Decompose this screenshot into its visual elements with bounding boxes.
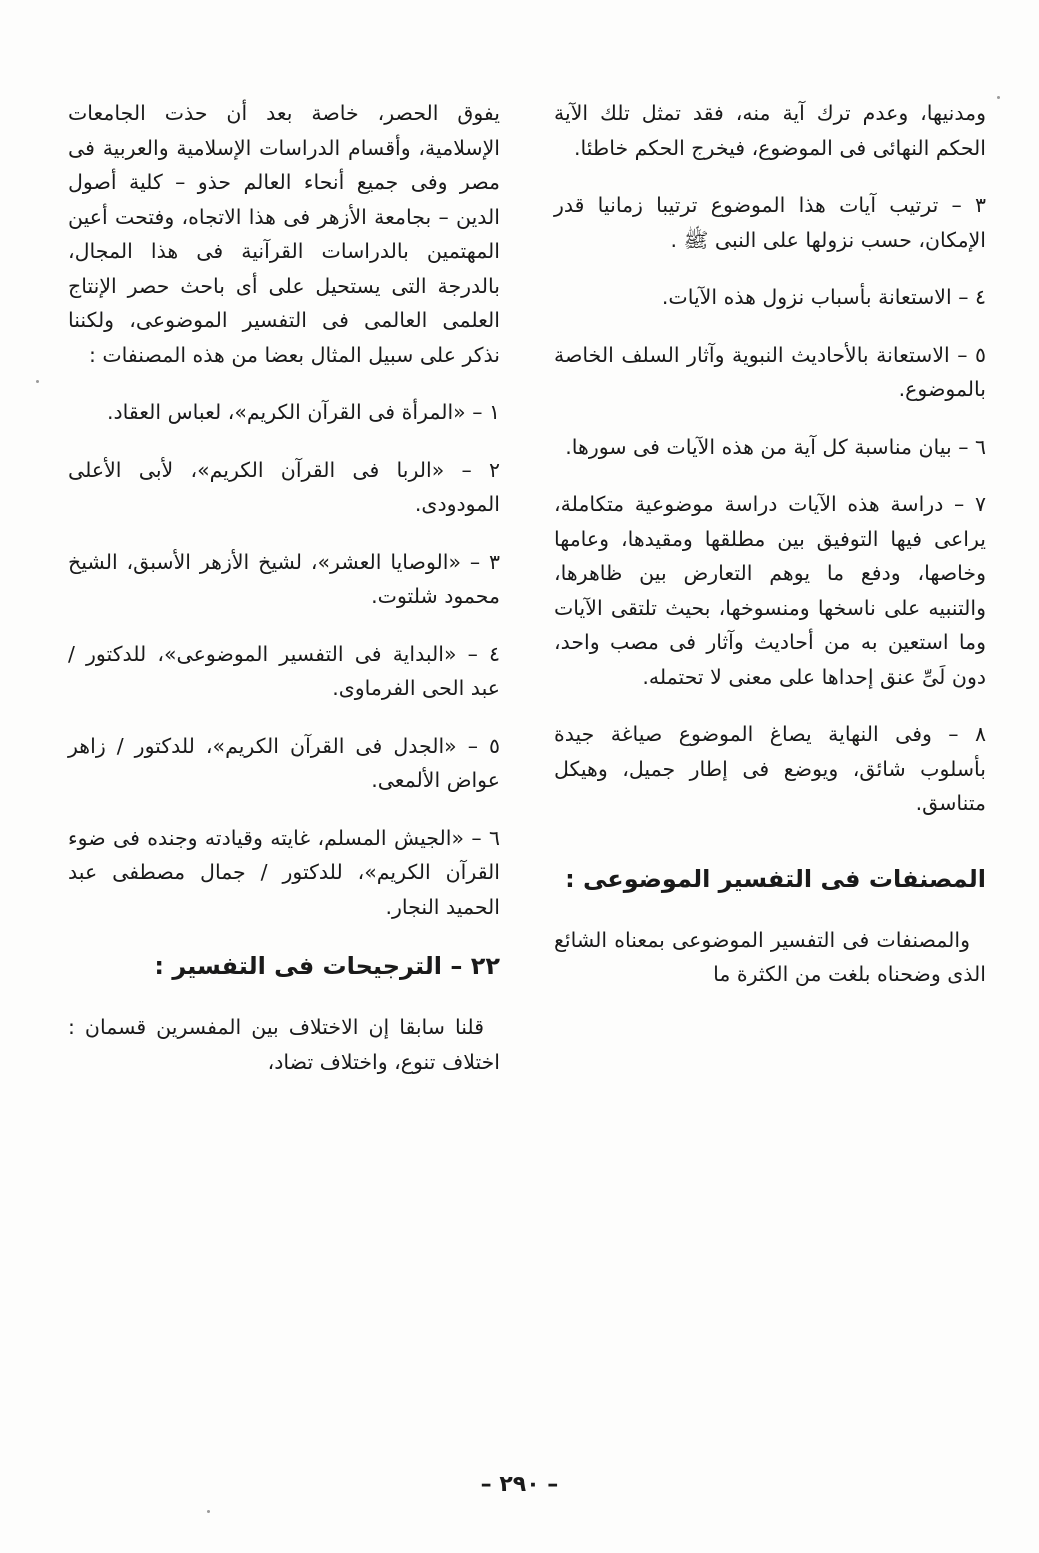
list-item: ٤ – الاستعانة بأسباب نزول هذه الآيات. (661, 285, 986, 309)
list-item: ٧ – دراسة هذه الآيات دراسة موضوعية متكاملة، يراعى فيها التوفيق بين مطلقها ومقيدها، وعامها وخاصها، ودفع ما يوهم التعارض بين ظاهرها، والتنبيه على ناسخها ومنسوخها، بحيث تلتقى الآيات وما استعين به من أحاديث وآثار فى مصب واحد، دون لَىِّ عنق إحداها على معنى لا تحتمله. (554, 492, 986, 689)
margin-dot (36, 380, 39, 383)
page-number: – ٢٩٠ – (480, 1472, 559, 1497)
right-column (554, 96, 986, 1015)
margin-dot (207, 1510, 210, 1513)
paragraph: والمصنفات فى التفسير الموضوعى بمعناه الشائع الذى وضحناه بلغت من الكثرة ما (554, 927, 986, 986)
section-heading: المصنفات فى التفسير الموضوعى : (565, 864, 986, 893)
list-item: ٣ – ترتيب آيات هذا الموضوع ترتيبا زمانيا قدر الإمكان، حسب نزولها على النبى ﷺ . (554, 193, 986, 252)
list-item: ٨ – وفى النهاية يصاغ الموضوع صياغة جيدة بأسلوب شائق، ويوضع فى إطار جميل، وهيكل متناسق. (554, 722, 986, 815)
section-heading: ٢٢ – الترجيحات فى التفسير : (154, 952, 500, 980)
list-item: ٣ – «الوصايا العشر»، لشيخ الأزهر الأسبق، الشيخ محمود شلتوت. (68, 549, 500, 608)
list-item: ٤ – «البداية فى التفسير الموضوعى»، للدكتور / عبد الحى الفرماوى. (68, 641, 500, 700)
list-item: ٥ – الاستعانة بالأحاديث النبوية وآثار السلف الخاصة بالموضوع. (554, 342, 986, 401)
list-item: ١ – «المرأة فى القرآن الكريم»، لعباس العقاد. (107, 400, 500, 424)
paragraph: ومدنيها، وعدم ترك آية منه، فقد تمثل تلك الآية الحكم النهائى فى الموضوع، فيخرج الحكم خاطئا. (554, 101, 986, 160)
list-item: ٦ – بيان مناسبة كل آية من هذه الآيات فى سورها. (565, 434, 986, 459)
paragraph: يفوق الحصر، خاصة بعد أن حذت الجامعات الإسلامية، وأقسام الدراسات الإسلامية والعربية فى مصر وفى جميع أنحاء العالم حذو – كلية أصول الدين – بجامعة الأزهر فى هذا الاتجاه، وفتحت أعين المهتمين بالدراسات القرآنية فى هذا المجال، بالدرجة التى يستحيل على أى باحث حصر الإنتاج العلمى العالمى فى التفسير الموضوعى، ولكننا نذكر على سبيل المثال بعضا من هذه المصنفات : (68, 101, 500, 367)
list-item: ٦ – «الجيش المسلم، غايته وقيادته وجنده فى ضوء القرآن الكريم»، للدكتور / جمال مصطفى عبد الحميد النجار. (68, 825, 500, 919)
left-column (68, 96, 500, 1102)
list-item: ٢ – «الربا فى القرآن الكريم»، لأبى الأعلى المودودى. (68, 457, 500, 516)
margin-dot (997, 96, 1000, 99)
list-item: ٥ – «الجدل فى القرآن الكريم»، للدكتور / زاهر عواض الألمعى. (68, 733, 500, 792)
paragraph: قلنا سابقا إن الاختلاف بين المفسرين قسمان : اختلاف تنوع، واختلاف تضاد، (68, 1015, 500, 1074)
